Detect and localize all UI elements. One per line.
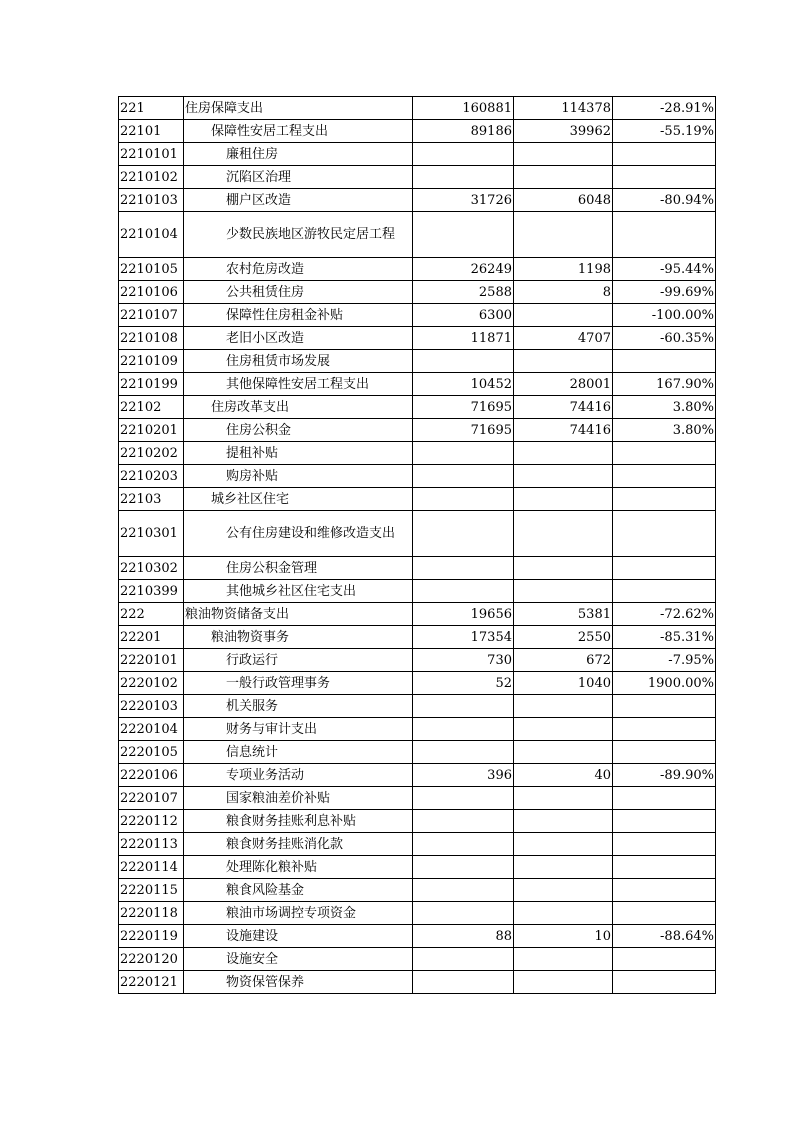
current-amount-cell <box>514 948 613 971</box>
current-amount-cell <box>514 810 613 833</box>
subject-code-cell: 22201 <box>119 626 184 649</box>
subject-name-cell: 粮食财务挂账消化款 <box>184 833 413 856</box>
subject-code-cell: 2220118 <box>119 902 184 925</box>
current-amount-cell <box>514 833 613 856</box>
change-percent-cell <box>613 143 716 166</box>
current-amount-cell: 6048 <box>514 189 613 212</box>
change-percent-cell <box>613 488 716 511</box>
subject-code-cell: 22101 <box>119 120 184 143</box>
change-percent-cell <box>613 902 716 925</box>
subject-code-cell: 2220102 <box>119 672 184 695</box>
table-row <box>119 626 716 649</box>
subject-name-cell: 粮油市场调控专项资金 <box>184 902 413 925</box>
change-percent-cell: -80.94% <box>613 189 716 212</box>
table-row <box>119 304 716 327</box>
previous-amount-cell <box>413 511 514 557</box>
subject-name-cell: 住房公积金 <box>184 419 413 442</box>
subject-code-cell: 2210106 <box>119 281 184 304</box>
change-percent-cell <box>613 580 716 603</box>
subject-name-cell: 设施建设 <box>184 925 413 948</box>
previous-amount-cell <box>413 879 514 902</box>
change-percent-cell <box>613 166 716 189</box>
previous-amount-cell <box>413 350 514 373</box>
current-amount-cell: 28001 <box>514 373 613 396</box>
table-row <box>119 143 716 166</box>
table-row <box>119 810 716 833</box>
current-amount-cell <box>514 166 613 189</box>
previous-amount-cell <box>413 856 514 879</box>
subject-code-cell: 2210104 <box>119 212 184 258</box>
table-row <box>119 189 716 212</box>
change-percent-cell: 167.90% <box>613 373 716 396</box>
table-row <box>119 281 716 304</box>
table-row <box>119 557 716 580</box>
change-percent-cell <box>613 695 716 718</box>
current-amount-cell: 10 <box>514 925 613 948</box>
change-percent-cell <box>613 442 716 465</box>
change-percent-cell <box>613 810 716 833</box>
change-percent-cell: -7.95% <box>613 649 716 672</box>
current-amount-cell: 672 <box>514 649 613 672</box>
change-percent-cell: -88.64% <box>613 925 716 948</box>
table-body <box>119 97 716 994</box>
current-amount-cell <box>514 304 613 327</box>
change-percent-cell <box>613 833 716 856</box>
change-percent-cell: 1900.00% <box>613 672 716 695</box>
subject-code-cell: 22102 <box>119 396 184 419</box>
subject-code-cell: 2210201 <box>119 419 184 442</box>
subject-name-cell: 购房补贴 <box>184 465 413 488</box>
change-percent-cell <box>613 741 716 764</box>
subject-name-cell: 行政运行 <box>184 649 413 672</box>
table-row <box>119 603 716 626</box>
previous-amount-cell: 17354 <box>413 626 514 649</box>
subject-name-cell: 国家粮油差价补贴 <box>184 787 413 810</box>
change-percent-cell <box>613 879 716 902</box>
change-percent-cell: -95.44% <box>613 258 716 281</box>
subject-name-cell: 粮食财务挂账利息补贴 <box>184 810 413 833</box>
subject-code-cell: 2210109 <box>119 350 184 373</box>
subject-name-cell: 住房保障支出 <box>184 97 413 120</box>
table-row <box>119 741 716 764</box>
change-percent-cell: -28.91% <box>613 97 716 120</box>
subject-code-cell: 2210108 <box>119 327 184 350</box>
table-row <box>119 396 716 419</box>
subject-code-cell: 2220120 <box>119 948 184 971</box>
table-row <box>119 787 716 810</box>
change-percent-cell <box>613 511 716 557</box>
subject-name-cell: 保障性安居工程支出 <box>184 120 413 143</box>
change-percent-cell <box>613 787 716 810</box>
subject-code-cell: 2220105 <box>119 741 184 764</box>
budget-expenditure-table <box>118 96 716 994</box>
subject-name-cell: 廉租住房 <box>184 143 413 166</box>
table-row <box>119 948 716 971</box>
change-percent-cell: -100.00% <box>613 304 716 327</box>
current-amount-cell: 2550 <box>514 626 613 649</box>
previous-amount-cell <box>413 695 514 718</box>
subject-code-cell: 2210102 <box>119 166 184 189</box>
subject-name-cell: 少数民族地区游牧民定居工程 <box>184 212 413 258</box>
table-row <box>119 419 716 442</box>
subject-code-cell: 2210202 <box>119 442 184 465</box>
change-percent-cell <box>613 350 716 373</box>
change-percent-cell <box>613 948 716 971</box>
current-amount-cell <box>514 465 613 488</box>
previous-amount-cell: 71695 <box>413 396 514 419</box>
table-row <box>119 442 716 465</box>
current-amount-cell <box>514 212 613 258</box>
current-amount-cell <box>514 695 613 718</box>
change-percent-cell: 3.80% <box>613 396 716 419</box>
current-amount-cell <box>514 442 613 465</box>
current-amount-cell: 4707 <box>514 327 613 350</box>
change-percent-cell: 3.80% <box>613 419 716 442</box>
current-amount-cell: 114378 <box>514 97 613 120</box>
table-row <box>119 902 716 925</box>
previous-amount-cell: 19656 <box>413 603 514 626</box>
previous-amount-cell: 26249 <box>413 258 514 281</box>
subject-code-cell: 2210105 <box>119 258 184 281</box>
previous-amount-cell: 10452 <box>413 373 514 396</box>
table-row <box>119 695 716 718</box>
table-row <box>119 97 716 120</box>
subject-code-cell: 2210302 <box>119 557 184 580</box>
subject-name-cell: 公共租赁住房 <box>184 281 413 304</box>
current-amount-cell <box>514 856 613 879</box>
previous-amount-cell: 88 <box>413 925 514 948</box>
current-amount-cell: 39962 <box>514 120 613 143</box>
subject-code-cell: 2220121 <box>119 971 184 994</box>
table-row <box>119 373 716 396</box>
table-row <box>119 350 716 373</box>
change-percent-cell: -89.90% <box>613 764 716 787</box>
current-amount-cell <box>514 787 613 810</box>
subject-name-cell: 城乡社区住宅 <box>184 488 413 511</box>
table-row <box>119 718 716 741</box>
subject-name-cell: 住房公积金管理 <box>184 557 413 580</box>
current-amount-cell <box>514 741 613 764</box>
current-amount-cell: 1198 <box>514 258 613 281</box>
table-row <box>119 511 716 557</box>
previous-amount-cell: 730 <box>413 649 514 672</box>
previous-amount-cell <box>413 442 514 465</box>
current-amount-cell <box>514 971 613 994</box>
change-percent-cell <box>613 465 716 488</box>
subject-name-cell: 专项业务活动 <box>184 764 413 787</box>
current-amount-cell: 1040 <box>514 672 613 695</box>
table-row <box>119 925 716 948</box>
previous-amount-cell <box>413 902 514 925</box>
previous-amount-cell: 2588 <box>413 281 514 304</box>
table-row <box>119 649 716 672</box>
change-percent-cell <box>613 557 716 580</box>
subject-code-cell: 2210301 <box>119 511 184 557</box>
previous-amount-cell <box>413 810 514 833</box>
table-row <box>119 212 716 258</box>
current-amount-cell: 5381 <box>514 603 613 626</box>
previous-amount-cell <box>413 212 514 258</box>
table-row <box>119 327 716 350</box>
subject-name-cell: 住房改革支出 <box>184 396 413 419</box>
table-row <box>119 879 716 902</box>
subject-name-cell: 粮食风险基金 <box>184 879 413 902</box>
previous-amount-cell: 31726 <box>413 189 514 212</box>
subject-name-cell: 保障性住房租金补贴 <box>184 304 413 327</box>
subject-name-cell: 其他城乡社区住宅支出 <box>184 580 413 603</box>
subject-name-cell: 处理陈化粮补贴 <box>184 856 413 879</box>
subject-name-cell: 住房租赁市场发展 <box>184 350 413 373</box>
previous-amount-cell: 396 <box>413 764 514 787</box>
subject-code-cell: 2220119 <box>119 925 184 948</box>
subject-code-cell: 2220101 <box>119 649 184 672</box>
previous-amount-cell <box>413 741 514 764</box>
change-percent-cell: -99.69% <box>613 281 716 304</box>
subject-name-cell: 机关服务 <box>184 695 413 718</box>
table-row <box>119 580 716 603</box>
current-amount-cell: 8 <box>514 281 613 304</box>
subject-code-cell: 2220113 <box>119 833 184 856</box>
current-amount-cell <box>514 718 613 741</box>
current-amount-cell <box>514 143 613 166</box>
subject-name-cell: 设施安全 <box>184 948 413 971</box>
subject-code-cell: 2220107 <box>119 787 184 810</box>
subject-code-cell: 2220114 <box>119 856 184 879</box>
previous-amount-cell <box>413 948 514 971</box>
table-row <box>119 465 716 488</box>
previous-amount-cell: 11871 <box>413 327 514 350</box>
previous-amount-cell: 71695 <box>413 419 514 442</box>
table-row <box>119 120 716 143</box>
current-amount-cell <box>514 879 613 902</box>
subject-name-cell: 物资保管保养 <box>184 971 413 994</box>
previous-amount-cell <box>413 787 514 810</box>
subject-code-cell: 2210203 <box>119 465 184 488</box>
subject-name-cell: 一般行政管理事务 <box>184 672 413 695</box>
subject-code-cell: 2220104 <box>119 718 184 741</box>
previous-amount-cell <box>413 971 514 994</box>
change-percent-cell: -72.62% <box>613 603 716 626</box>
subject-name-cell: 沉陷区治理 <box>184 166 413 189</box>
previous-amount-cell <box>413 166 514 189</box>
table-row <box>119 258 716 281</box>
previous-amount-cell <box>413 718 514 741</box>
table-row <box>119 488 716 511</box>
change-percent-cell <box>613 971 716 994</box>
previous-amount-cell: 6300 <box>413 304 514 327</box>
previous-amount-cell: 160881 <box>413 97 514 120</box>
subject-code-cell: 22103 <box>119 488 184 511</box>
table-row <box>119 833 716 856</box>
subject-code-cell: 2210399 <box>119 580 184 603</box>
subject-name-cell: 其他保障性安居工程支出 <box>184 373 413 396</box>
change-percent-cell: -60.35% <box>613 327 716 350</box>
subject-code-cell: 2210103 <box>119 189 184 212</box>
change-percent-cell <box>613 856 716 879</box>
subject-name-cell: 信息统计 <box>184 741 413 764</box>
previous-amount-cell <box>413 488 514 511</box>
table-row <box>119 672 716 695</box>
current-amount-cell <box>514 902 613 925</box>
previous-amount-cell <box>413 143 514 166</box>
previous-amount-cell: 52 <box>413 672 514 695</box>
subject-code-cell: 2220115 <box>119 879 184 902</box>
subject-code-cell: 2220103 <box>119 695 184 718</box>
change-percent-cell <box>613 718 716 741</box>
previous-amount-cell <box>413 833 514 856</box>
previous-amount-cell <box>413 465 514 488</box>
current-amount-cell <box>514 557 613 580</box>
table-row <box>119 166 716 189</box>
change-percent-cell: -55.19% <box>613 120 716 143</box>
table-row <box>119 971 716 994</box>
previous-amount-cell <box>413 580 514 603</box>
current-amount-cell <box>514 350 613 373</box>
current-amount-cell <box>514 511 613 557</box>
subject-code-cell: 2210101 <box>119 143 184 166</box>
subject-code-cell: 2210107 <box>119 304 184 327</box>
table-row <box>119 764 716 787</box>
current-amount-cell: 74416 <box>514 419 613 442</box>
subject-name-cell: 棚户区改造 <box>184 189 413 212</box>
subject-name-cell: 老旧小区改造 <box>184 327 413 350</box>
previous-amount-cell <box>413 557 514 580</box>
current-amount-cell <box>514 580 613 603</box>
subject-code-cell: 221 <box>119 97 184 120</box>
previous-amount-cell: 89186 <box>413 120 514 143</box>
subject-code-cell: 2220112 <box>119 810 184 833</box>
subject-name-cell: 粮油物资事务 <box>184 626 413 649</box>
current-amount-cell <box>514 488 613 511</box>
current-amount-cell: 40 <box>514 764 613 787</box>
current-amount-cell: 74416 <box>514 396 613 419</box>
subject-code-cell: 222 <box>119 603 184 626</box>
subject-name-cell: 提租补贴 <box>184 442 413 465</box>
subject-code-cell: 2220106 <box>119 764 184 787</box>
subject-name-cell: 农村危房改造 <box>184 258 413 281</box>
subject-name-cell: 公有住房建设和维修改造支出 <box>184 511 413 557</box>
change-percent-cell <box>613 212 716 258</box>
subject-code-cell: 2210199 <box>119 373 184 396</box>
subject-name-cell: 财务与审计支出 <box>184 718 413 741</box>
subject-name-cell: 粮油物资储备支出 <box>184 603 413 626</box>
table-row <box>119 856 716 879</box>
change-percent-cell: -85.31% <box>613 626 716 649</box>
